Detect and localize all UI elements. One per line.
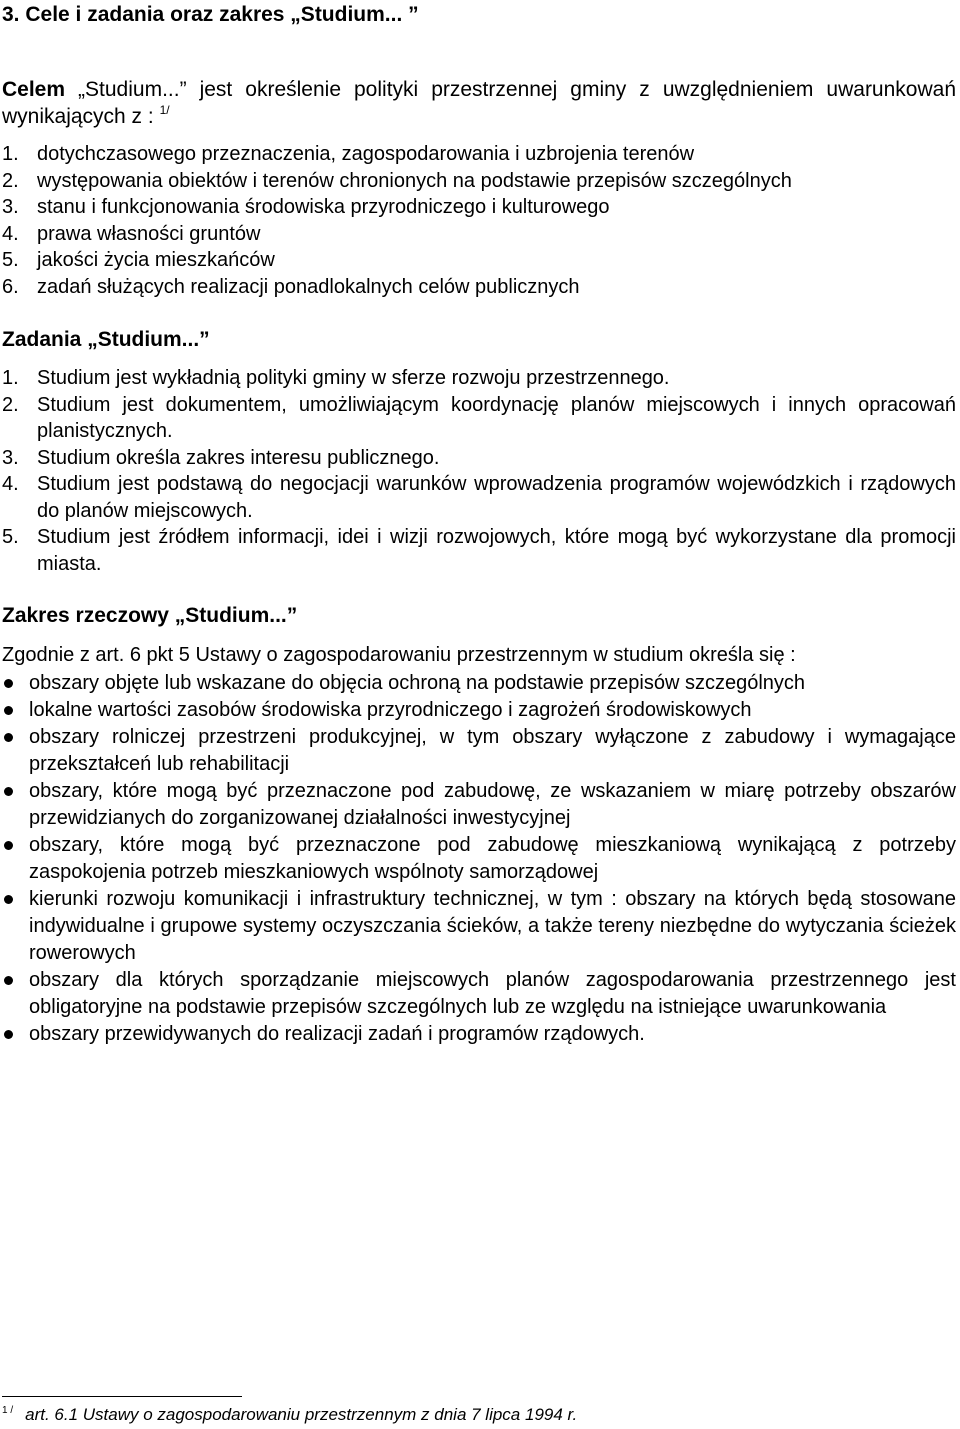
bullet-icon [4, 733, 13, 742]
list-item [2, 697, 956, 724]
list-item [2, 365, 956, 392]
item-number: 5. [2, 249, 19, 271]
item-number: 1. [2, 143, 19, 165]
bullet-icon [4, 1030, 13, 1039]
item-text: Studium jest dokumentem, umożliwiającym koordynację planów miejscowych i innych opracowań planistycznych. [37, 393, 956, 442]
item-text: obszary przewidywanych do realizacji zadań i programów rządowych. [29, 1023, 645, 1045]
item-text: Studium jest wykładnią polityki gminy w sferze rozwoju przestrzennego. [37, 367, 670, 389]
list-item [2, 221, 956, 248]
scope-bullet-list [2, 670, 956, 1048]
list-item [2, 194, 956, 221]
bullet-icon [4, 787, 13, 796]
item-number: 3. [2, 446, 19, 469]
item-number: 1. [2, 367, 19, 389]
item-text: kierunki rozwoju komunikacji i infrastruktury technicznej, w tym : obszary na których będą stosowane indywidualne i grupowe systemy oczyszczania ścieków, a także tereny niezbędne do wytyczania ścieżek rowerowych [29, 888, 956, 964]
item-text: jakości życia mieszkańców [37, 249, 275, 271]
item-text: obszary rolniczej przestrzeni produkcyjnej, w tym obszary wyłączone z zabudowy i wymagające przekształceń lub rehabilitacji [29, 726, 956, 775]
scope-title: Zakres rzeczowy „Studium...” [2, 604, 298, 627]
bullet-icon [4, 895, 13, 904]
item-text: dotychczasowego przeznaczenia, zagospodarowania i uzbrojenia terenów [37, 143, 695, 165]
item-text: lokalne wartości zasobów środowiska przyrodniczego i zagrożeń środowiskowych [29, 699, 752, 721]
item-text: prawa własności gruntów [37, 222, 261, 245]
tasks-title-lead: Zadania [2, 328, 82, 351]
list-item [2, 832, 956, 886]
list-item [2, 141, 956, 168]
bullet-icon [4, 679, 13, 688]
list-item [2, 471, 956, 524]
bullet-icon [4, 706, 13, 715]
tasks-title-rest: „Studium...” [81, 328, 210, 351]
item-text: obszary, które mogą być przeznaczone pod zabudowę mieszkaniową wynikającą z potrzeby zaspokojenia potrzeb mieszkaniowych wspólnoty samorządowej [29, 834, 956, 883]
list-item [2, 670, 956, 697]
purpose-list [2, 141, 956, 300]
list-item [2, 1021, 956, 1048]
item-text: obszary objęte lub wskazane do objęcia ochroną na podstawie przepisów szczególnych [29, 672, 806, 694]
purpose-paragraph [2, 76, 956, 130]
item-number: 5. [2, 526, 19, 548]
item-number: 3. [2, 196, 19, 218]
purpose-lead: Celem [2, 78, 66, 101]
bullet-icon [4, 841, 13, 850]
list-item [2, 967, 956, 1021]
scope-intro: Zgodnie z art. 6 pkt 5 Ustawy o zagospodarowaniu przestrzennym w studium określa się : [2, 644, 796, 666]
list-item [2, 445, 956, 472]
item-text: zadań służących realizacji ponadlokalnych celów publicznych [37, 275, 580, 298]
footnote-text: art. 6.1 Ustawy o zagospodarowaniu przestrzennym z dnia 7 lipca 1994 r. [25, 1405, 578, 1424]
item-text: obszary dla których sporządzanie miejscowych planów zagospodarowania przestrzennego jest obligatoryjne na podstawie przepisów szczególnych lub ze względu na istniejące uwarunkowania [29, 969, 956, 1018]
item-text: Studium jest podstawą do negocjacji warunków wprowadzenia programów wojewódzkich i rządowych do planów miejscowych. [37, 473, 956, 522]
item-number: 2. [2, 169, 19, 192]
bullet-icon [4, 976, 13, 985]
purpose-text: „Studium...” jest określenie polityki przestrzennej gminy z uwzględnieniem uwarunkowań wynikających z : [2, 78, 956, 128]
item-number: 4. [2, 222, 19, 245]
list-item [2, 524, 956, 577]
footnote-reference[interactable]: 1/ [159, 103, 170, 117]
item-number: 6. [2, 275, 19, 298]
item-text: obszary, które mogą być przeznaczone pod zabudowę, ze wskazaniem w miarę potrzeby obszarów przewidzianych do zorganizowanej działalności inwestycyjnej [29, 780, 956, 829]
item-number: 4. [2, 473, 19, 495]
section-heading: 3. Cele i zadania oraz zakres „Studium... ” [2, 3, 419, 26]
item-text: stanu i funkcjonowania środowiska przyrodniczego i kulturowego [37, 196, 610, 218]
list-item [2, 886, 956, 967]
list-item [2, 724, 956, 778]
item-text: Studium jest źródłem informacji, idei i wizji rozwojowych, które mogą być wykorzystane dla promocji miasta. [37, 526, 956, 575]
list-item [2, 778, 956, 832]
list-item [2, 247, 956, 274]
footnote-mark: 1 / [2, 1405, 14, 1416]
tasks-title [2, 325, 210, 355]
tasks-list [2, 365, 956, 577]
list-item [2, 168, 956, 195]
footnote [2, 1404, 577, 1426]
list-item [2, 392, 956, 445]
item-text: Studium określa zakres interesu publicznego. [37, 446, 440, 469]
item-text: występowania obiektów i terenów chronionych na podstawie przepisów szczególnych [37, 169, 792, 192]
item-number: 2. [2, 393, 19, 416]
footnote-divider [2, 1396, 242, 1397]
list-item [2, 274, 956, 301]
